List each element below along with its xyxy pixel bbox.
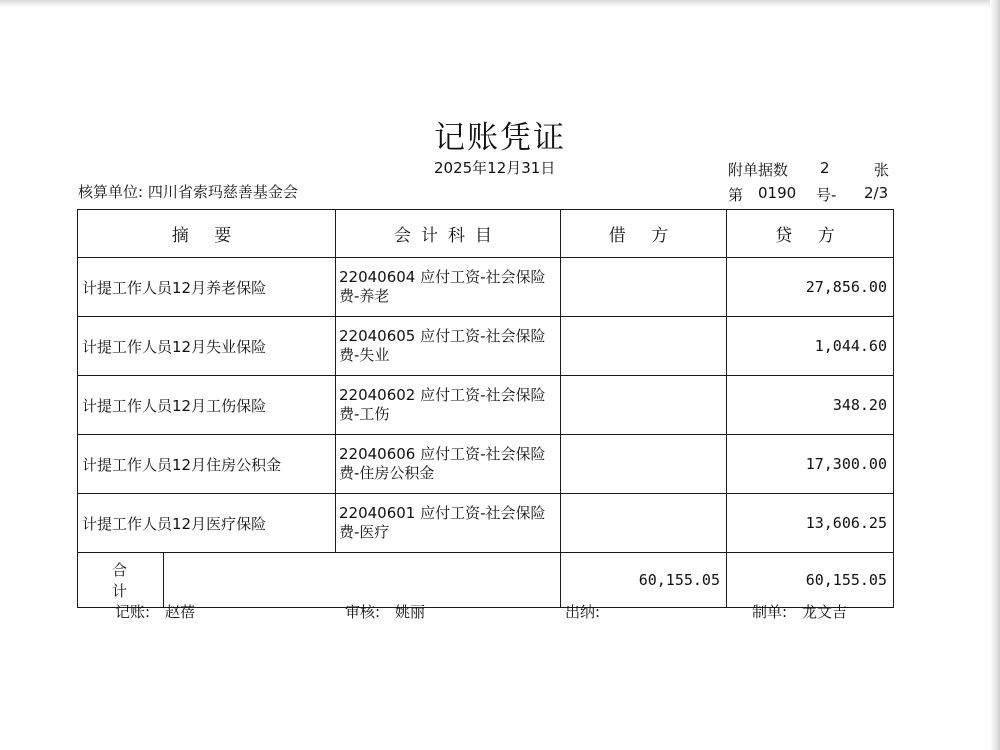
reviewer-name: 姚丽	[395, 603, 426, 621]
preparer-label: 制单:	[752, 603, 788, 621]
row-summary: 计提工作人员12月住房公积金	[78, 435, 336, 494]
voucher-table	[77, 209, 894, 608]
voucher-title: 记账凭证	[434, 120, 566, 156]
header-row	[78, 210, 894, 258]
voucher-number	[728, 184, 893, 204]
total-credit: 60,155.05	[727, 553, 894, 608]
row-credit: 1,044.60	[727, 317, 894, 376]
row-debit	[561, 494, 727, 553]
unit-name: 四川省索玛慈善基金会	[147, 183, 298, 201]
row-credit: 17,300.00	[727, 435, 894, 494]
table-row	[78, 376, 894, 435]
attachments-label: 附单据数	[728, 161, 789, 179]
number-suffix: 号-	[816, 186, 837, 204]
row-account	[336, 494, 561, 553]
row-credit: 27,856.00	[727, 258, 894, 317]
total-row	[78, 553, 894, 608]
account-line: 22040606 应付工资-社会保险	[339, 445, 546, 463]
total-blank	[164, 553, 561, 608]
account-line: 费-失业	[339, 346, 390, 364]
table-row	[78, 494, 894, 553]
row-account	[336, 435, 561, 494]
row-summary: 计提工作人员12月养老保险	[78, 258, 336, 317]
row-account	[336, 376, 561, 435]
row-account	[336, 317, 561, 376]
table-row	[78, 317, 894, 376]
row-debit	[561, 317, 727, 376]
unit-label: 核算单位:	[78, 183, 144, 201]
preparer-name: 龙文吉	[802, 603, 848, 621]
table-row	[78, 258, 894, 317]
row-credit: 13,606.25	[727, 494, 894, 553]
account-line: 22040604 应付工资-社会保险	[339, 268, 546, 286]
row-debit	[561, 376, 727, 435]
attachments-unit: 张	[874, 161, 890, 179]
total-debit: 60,155.05	[561, 553, 727, 608]
header-account: 会计科目	[336, 210, 561, 258]
row-summary: 计提工作人员12月医疗保险	[78, 494, 336, 553]
account-line: 费-工伤	[339, 405, 390, 423]
bookkeeper-label: 记账:	[115, 603, 151, 621]
accounting-unit	[78, 181, 298, 202]
number-prefix: 第	[728, 186, 744, 204]
account-line: 费-住房公积金	[339, 464, 435, 482]
account-line: 费-养老	[339, 287, 390, 305]
page-number: 2/3	[864, 184, 889, 202]
row-summary: 计提工作人员12月失业保险	[78, 317, 336, 376]
header-debit: 借 方	[561, 210, 727, 258]
number-value: 0190	[758, 184, 797, 202]
bookkeeper-name: 赵蓓	[165, 603, 196, 621]
row-debit	[561, 258, 727, 317]
account-line: 费-医疗	[339, 523, 390, 541]
account-line: 22040601 应付工资-社会保险	[339, 504, 546, 522]
header-credit: 贷 方	[727, 210, 894, 258]
header-summary: 摘 要	[78, 210, 336, 258]
cashier-label: 出纳:	[565, 603, 601, 621]
account-line: 22040605 应付工资-社会保险	[339, 327, 546, 345]
row-account	[336, 258, 561, 317]
voucher-date: 2025年12月31日	[434, 159, 556, 177]
reviewer-label: 审核:	[345, 603, 381, 621]
row-credit: 348.20	[727, 376, 894, 435]
attachments-count: 2	[820, 159, 830, 177]
row-debit	[561, 435, 727, 494]
account-line: 22040602 应付工资-社会保险	[339, 386, 546, 404]
row-summary: 计提工作人员12月工伤保险	[78, 376, 336, 435]
table-row	[78, 435, 894, 494]
scan-edge-top	[0, 0, 1000, 8]
total-label: 合 计	[78, 553, 164, 608]
